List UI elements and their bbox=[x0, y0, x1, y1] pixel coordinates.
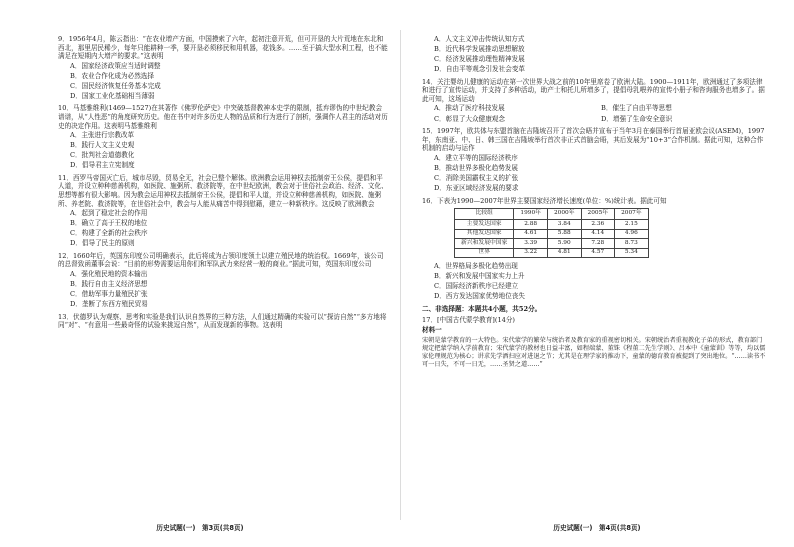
material-label: 材料一 bbox=[422, 326, 442, 335]
option-c: C．消除美国霸权主义的扩张 bbox=[434, 173, 519, 182]
option-d: D．垄断了东西方殖民贸易 bbox=[70, 300, 148, 309]
page-footer-left: 历史试题(一) 第3页(共8页) bbox=[156, 524, 244, 533]
option-c: C．批判社会道德教化 bbox=[70, 151, 135, 160]
option-c: C．国际经济新秩序已经建立 bbox=[434, 282, 519, 291]
question-stem: 14．关注婴幼儿健康的运动在第一次世界大战之前的10年里席卷了欧洲大陆。1900—1911年，欧洲通过了多项法律和进行了宣传运动，并支持了多种活动，助产士和托儿所增多了，提倡母乳喂养的宣传小册子和咨询服务也增多了。据此可知，这场运动 bbox=[422, 77, 765, 103]
section-heading: 二、非选择题：本题共4小题，共52分。 bbox=[422, 304, 542, 313]
question-14 bbox=[422, 78, 768, 123]
option-c: C．经济发展推动理性精神发展 bbox=[434, 55, 525, 64]
option-b: B．践行人文主义史观 bbox=[70, 141, 135, 150]
option-c: C．国民经济恢复任务基本完成 bbox=[70, 81, 161, 90]
question-stem: 13．伏德罗认为观察、思考和实验是我们认识自然界的三种方法，人们通过精确的实验可以“探访自然”“多方地将同“对”、“有意用一些最奇怪的试验来挑逗自然”，从而发现新的事物。这表明 bbox=[58, 312, 387, 330]
table-header: 1990年 bbox=[514, 209, 548, 220]
table-header: 2005年 bbox=[581, 209, 615, 220]
question-stem: 16．下表为1990—2007年世界主要国家经济增长速度(单位：%)统计表。据此可知 bbox=[422, 196, 667, 205]
option-a: A．强化殖民地的资本输出 bbox=[70, 270, 148, 278]
option-b: B．新兴和发展中国家实力上升 bbox=[434, 272, 525, 281]
option-a: A．起到了稳定社会的作用 bbox=[70, 209, 148, 218]
right-page bbox=[400, 0, 794, 547]
option-d: D．西方发达国家优势地位丧失 bbox=[434, 292, 526, 301]
option-a: A．建立平等的国际经济秩序 bbox=[434, 153, 518, 162]
table-header: 2000年 bbox=[547, 209, 581, 220]
question-16 bbox=[422, 197, 768, 301]
table-row: 世界 3.22 4.81 4.57 5.34 bbox=[455, 248, 649, 258]
question-17 bbox=[422, 316, 768, 369]
option-d: D．自由平等观念引发社会变革 bbox=[434, 65, 526, 74]
option-d: D．倡导了民主的原则 bbox=[70, 239, 135, 248]
question-10 bbox=[58, 104, 388, 169]
option-d: D．增强了生命安全意识 bbox=[601, 114, 673, 123]
question-11 bbox=[58, 174, 388, 248]
question-15 bbox=[422, 127, 768, 192]
question-title: 17．[中国古代蒙学教育](14分) bbox=[422, 315, 516, 324]
material-text: 宋朝是蒙学教育的一大特色。宋代蒙学的繁荣与统治者及教育家的重视密切相关。宋朝统治者重视教化子弟的形式，教育部门规定把蒙学纳入学前教育；宋代蒙学的教材也日益丰富，如程端蒙、董铢《程董二先生学则》、吕本中《童蒙训》等等，均以儒家伦理规范为核心；讲求先学洒扫应对进退之节；尤其是在理学家的推动下，童蒙的德育教育被提到了突出地位。“……读书不可一日失，不可一日无，……圣贤之道……” bbox=[422, 336, 766, 368]
option-b: B．推动世界多极化趋势发展 bbox=[434, 163, 518, 172]
option-d: D．倡导君主立宪制度 bbox=[70, 161, 135, 170]
option-b: B．近代科学发展推动思想解放 bbox=[434, 45, 525, 54]
table-row: 主要发达国家 2.88 3.84 2.36 2.15 bbox=[455, 220, 649, 230]
option-b: B．践行自由主义经济思想 bbox=[70, 280, 148, 289]
option-b: B．农业合作化成为必然选择 bbox=[70, 71, 154, 80]
option-a: A．国家经济政策应当适时调整 bbox=[70, 61, 161, 70]
question-stem: 15．1997年，欧共体与东盟首脑在吉隆坡召开了首次会晤并宣布于当年3月在泰国举行首届亚欧会议(ASEM)，1997年，东南亚、中、日、韩三国在吉隆坡举行首次非正式首脑会晤，其后发展为“10+3”合作机制。据此可知，这种合作机制的启动与运作 bbox=[422, 127, 765, 153]
question-12 bbox=[58, 252, 388, 309]
option-c: C．借助军事力量殖民扩张 bbox=[70, 290, 148, 299]
question-stem: 11．西罗马帝国灭亡后，城市尽毁，贸易全无，社会已整个解体。欧洲教会运用神权去抵制帝王公侯，提倡和平人道，并设立种种慈善机构，如医院、施粥所、救济院等，在中世纪欧洲，教会对于世俗社会政治、经济、文化、思想等都有很大影响。因为教会运用神权去抵制帝王公侯，提倡和平人道，并设立种种慈善机构，如医院、施粥所、养老院、救济院等，在世俗社会中，教会与人能从痛苦中得到慰藉，建立一种新秩序。这反映了欧洲教会 bbox=[58, 173, 388, 208]
question-13-options bbox=[422, 35, 768, 74]
option-d: D．国家工业化基础相当薄弱 bbox=[70, 91, 155, 100]
option-a: A．世界格局多极化趋势出现 bbox=[434, 262, 518, 271]
option-b: B．催生了自由平等思想 bbox=[601, 104, 672, 113]
growth-table bbox=[454, 208, 649, 258]
question-stem: 10．马基雅维利(1469—1527)在其著作《佛罗伦萨史》中突破基督教神本史学的限制，抵弃谬伪的中世纪教会谱谱，从“人性恶”的角度研究历史。他在书中对许多历史人物的品质和行为进行了剖析，强调作人君主的活动对历史的决定作用。这表明马基雅维利 bbox=[58, 104, 388, 130]
option-b: B．确立了高于王权的地位 bbox=[70, 219, 148, 228]
option-d: D．东亚区域经济发展的要求 bbox=[434, 183, 519, 192]
question-stem: 9．1956年4月，陈云指出：“在农业增产方面，中国摸索了六年，起初注意开荒，但可开垦的大片荒地在东北和西北，那里居民稀少，每年只能耕种一季，要开垦必须移民和用机器，花钱多。……至于搞大型水利工程，也不能满足在短期内大增产的要求。”这表明 bbox=[58, 35, 388, 61]
question-stem: 12．1660年后，英国东印度公司明确表示，此后将成为占领印度领土以建立殖民地的统治权。1669年，该公司的总督致函董事会说：“目前的形势需要运用你们和军队武力来经营一般的商业。”据此可知，英国东印度公司 bbox=[58, 251, 384, 269]
question-9 bbox=[58, 35, 388, 100]
question-13 bbox=[58, 313, 388, 330]
page-footer-right: 历史试题(一) 第4页(共8页) bbox=[553, 524, 641, 533]
table-row: 新兴和发展中国家 3.39 5.90 7.28 8.73 bbox=[455, 239, 649, 249]
option-a: A．推动了医疗科技发展 bbox=[434, 104, 505, 113]
table-header: 比较组 bbox=[455, 209, 514, 220]
option-a: A．人文主义冲击传统认知方式 bbox=[434, 35, 525, 43]
option-c: C．构建了全新的社会秩序 bbox=[70, 229, 148, 238]
option-a: A．主张进行宗教改革 bbox=[70, 131, 135, 140]
table-row: 其他发达国家 4.61 5.88 4.14 4.96 bbox=[455, 229, 649, 239]
table-header: 2007年 bbox=[615, 209, 649, 220]
option-c: C．彰显了大众健康观念 bbox=[434, 114, 505, 123]
